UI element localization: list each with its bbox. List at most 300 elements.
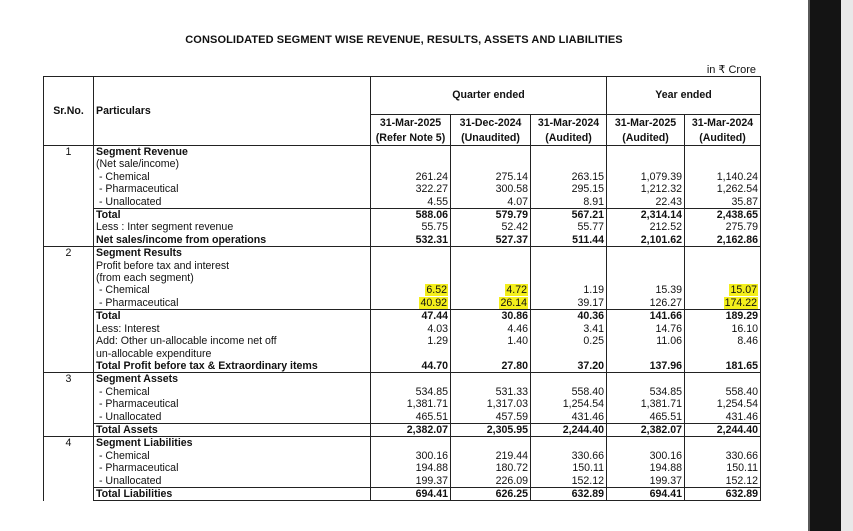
header-particulars: Particulars — [94, 77, 371, 146]
col-note-3: (Audited) — [531, 131, 607, 146]
table-row — [44, 411, 761, 424]
value-text: 2,382.07 — [640, 423, 682, 436]
value-text: 27.80 — [501, 359, 528, 372]
value-cell — [371, 260, 451, 272]
value-cell — [685, 209, 761, 222]
sr-number: 2 — [44, 247, 94, 373]
row-label — [94, 260, 371, 272]
value-cell — [531, 411, 607, 424]
value-cell — [451, 335, 531, 360]
row-label-text: - Chemical — [96, 449, 150, 462]
table-row — [44, 462, 761, 474]
value-text: 534.85 — [649, 385, 682, 398]
row-label — [94, 247, 371, 260]
value-cell — [685, 386, 761, 398]
value-cell — [451, 272, 531, 284]
value-text: 181.65 — [725, 359, 758, 372]
value-text: 4.46 — [507, 322, 528, 335]
table-row — [44, 196, 761, 209]
value-text: 579.79 — [495, 209, 528, 222]
value-text: 1,381.71 — [640, 398, 682, 411]
value-cell — [607, 234, 685, 247]
value-cell — [451, 196, 531, 209]
value-cell — [685, 297, 761, 310]
row-label-text: Net sales/income from operations — [96, 233, 267, 246]
value-cell — [607, 423, 685, 436]
value-text: 558.40 — [571, 385, 604, 398]
value-cell — [451, 158, 531, 170]
row-label — [94, 323, 371, 335]
value-text: 1,381.71 — [406, 398, 448, 411]
value-text: 2,438.65 — [716, 209, 758, 222]
value-cell — [451, 360, 531, 373]
value-text: 40.92 — [420, 296, 447, 309]
value-cell — [451, 284, 531, 296]
value-text: 141.66 — [649, 310, 682, 323]
value-text: 532.31 — [415, 233, 448, 246]
row-label — [94, 158, 371, 170]
table-row — [44, 247, 761, 260]
value-cell — [371, 450, 451, 462]
value-text: 1.19 — [583, 284, 604, 297]
value-text: 4.03 — [427, 322, 448, 335]
value-text: 632.89 — [571, 487, 604, 500]
row-label — [94, 386, 371, 398]
sr-number: 4 — [44, 437, 94, 501]
value-text: 2,162.86 — [716, 233, 758, 246]
value-cell — [607, 209, 685, 222]
value-text: 0.25 — [583, 335, 604, 348]
value-cell — [607, 297, 685, 310]
table-row — [44, 209, 761, 222]
value-text: 137.96 — [649, 359, 682, 372]
value-cell — [451, 221, 531, 233]
col-date-3: 31-Mar-2024 — [531, 115, 607, 131]
value-text: 263.15 — [571, 170, 604, 183]
value-cell — [607, 171, 685, 183]
col-note-5: (Audited) — [685, 131, 761, 146]
value-cell — [531, 146, 607, 159]
header-row-top — [44, 77, 761, 115]
value-cell — [531, 475, 607, 488]
value-cell — [685, 158, 761, 170]
value-cell — [531, 462, 607, 474]
value-text: 150.11 — [572, 462, 604, 475]
table-row — [44, 310, 761, 323]
value-text: 457.59 — [495, 410, 528, 423]
value-text: 199.37 — [649, 474, 682, 487]
col-date-1: 31-Mar-2025 — [371, 115, 451, 131]
value-cell — [531, 260, 607, 272]
value-cell — [531, 196, 607, 209]
row-label-text: - Unallocated — [96, 410, 162, 423]
row-label — [94, 272, 371, 284]
value-cell — [607, 398, 685, 410]
value-text: 330.66 — [571, 449, 604, 462]
row-label — [94, 437, 371, 450]
value-cell — [371, 423, 451, 436]
value-cell — [451, 310, 531, 323]
value-text: 14.76 — [655, 322, 682, 335]
value-text: 261.24 — [415, 170, 448, 183]
value-cell — [371, 386, 451, 398]
row-label-text: Total — [96, 209, 121, 222]
row-label — [94, 335, 371, 360]
value-cell — [531, 386, 607, 398]
value-text: 431.46 — [571, 410, 604, 423]
row-label — [94, 398, 371, 410]
value-cell — [451, 146, 531, 159]
row-label — [94, 450, 371, 462]
value-cell — [531, 183, 607, 195]
value-cell — [451, 171, 531, 183]
value-cell — [371, 183, 451, 195]
value-cell — [607, 310, 685, 323]
col-note-4: (Audited) — [607, 131, 685, 146]
value-cell — [371, 247, 451, 260]
value-text: 2,244.40 — [716, 423, 758, 436]
value-cell — [371, 297, 451, 310]
table-row — [44, 284, 761, 296]
value-cell — [531, 437, 607, 450]
row-label — [94, 360, 371, 373]
value-cell — [685, 437, 761, 450]
value-text: 8.46 — [737, 335, 758, 348]
col-date-2: 31-Dec-2024 — [451, 115, 531, 131]
value-cell — [685, 247, 761, 260]
value-cell — [531, 450, 607, 462]
value-text: 37.20 — [577, 359, 604, 372]
value-cell — [531, 171, 607, 183]
value-text: 1.29 — [427, 335, 448, 348]
value-cell — [685, 450, 761, 462]
row-label-text: - Unallocated — [96, 195, 162, 208]
col-date-5: 31-Mar-2024 — [685, 115, 761, 131]
value-cell — [371, 310, 451, 323]
table-row — [44, 386, 761, 398]
row-label-text: Segment Results — [96, 247, 182, 260]
row-label-text: Segment Assets — [96, 373, 179, 386]
value-cell — [451, 411, 531, 424]
value-cell — [451, 260, 531, 272]
col-date-4: 31-Mar-2025 — [607, 115, 685, 131]
table-row — [44, 475, 761, 488]
value-cell — [607, 196, 685, 209]
row-label-text: - Chemical — [96, 170, 150, 183]
value-cell — [607, 386, 685, 398]
value-cell — [685, 360, 761, 373]
row-label — [94, 297, 371, 310]
value-cell — [607, 487, 685, 500]
table-row — [44, 323, 761, 335]
value-cell — [685, 475, 761, 488]
value-cell — [607, 158, 685, 170]
value-cell — [607, 247, 685, 260]
value-cell — [451, 323, 531, 335]
value-cell — [531, 487, 607, 500]
value-cell — [685, 335, 761, 360]
value-text: 194.88 — [649, 462, 682, 475]
value-text: 199.37 — [415, 474, 448, 487]
value-text: 431.46 — [725, 410, 758, 423]
table-row — [44, 423, 761, 436]
value-cell — [451, 462, 531, 474]
value-cell — [371, 437, 451, 450]
value-text: 300.16 — [415, 449, 448, 462]
value-cell — [371, 171, 451, 183]
header-quarter-ended: Quarter ended — [371, 77, 607, 115]
row-label — [94, 234, 371, 247]
value-cell — [685, 196, 761, 209]
value-cell — [451, 487, 531, 500]
value-cell — [451, 450, 531, 462]
value-cell — [607, 323, 685, 335]
row-label-text: - Pharmaceutical — [96, 398, 179, 411]
value-cell — [371, 209, 451, 222]
row-label-text: (from each segment) — [96, 272, 194, 285]
value-cell — [531, 272, 607, 284]
value-text: 300.16 — [649, 449, 682, 462]
table-row — [44, 437, 761, 450]
value-cell — [685, 171, 761, 183]
value-text: 15.39 — [655, 284, 682, 297]
value-cell — [451, 475, 531, 488]
value-cell — [531, 373, 607, 386]
value-cell — [531, 221, 607, 233]
value-cell — [371, 234, 451, 247]
value-text: 194.88 — [415, 462, 448, 475]
row-label-text: - Chemical — [96, 385, 150, 398]
value-cell — [607, 462, 685, 474]
value-cell — [371, 284, 451, 296]
table-row — [44, 297, 761, 310]
value-text: 1,317.03 — [486, 398, 528, 411]
scrollbar-track[interactable] — [841, 0, 853, 531]
value-cell — [371, 158, 451, 170]
page-title: CONSOLIDATED SEGMENT WISE REVENUE, RESULTS, ASSETS AND LIABILITIES — [185, 34, 623, 46]
value-cell — [607, 272, 685, 284]
row-label-text: - Chemical — [96, 284, 150, 297]
table-row — [44, 272, 761, 284]
value-cell — [607, 475, 685, 488]
value-cell — [607, 450, 685, 462]
value-cell — [607, 146, 685, 159]
value-cell — [451, 373, 531, 386]
row-label-text: Less : Inter segment revenue — [96, 221, 234, 234]
sr-number: 1 — [44, 146, 94, 247]
value-text: 26.14 — [500, 296, 527, 309]
value-text: 16.10 — [731, 322, 758, 335]
value-cell — [371, 360, 451, 373]
value-cell — [371, 475, 451, 488]
row-label-text: Total — [96, 310, 121, 323]
value-cell — [371, 373, 451, 386]
table-row — [44, 260, 761, 272]
value-cell — [371, 398, 451, 410]
value-cell — [371, 323, 451, 335]
table-row — [44, 398, 761, 410]
value-text: 15.07 — [730, 284, 757, 297]
value-cell — [607, 373, 685, 386]
value-text: 465.51 — [649, 410, 682, 423]
row-label-text: - Pharmaceutical — [96, 183, 179, 196]
value-text: 275.79 — [725, 221, 758, 234]
row-label — [94, 284, 371, 296]
value-cell — [685, 423, 761, 436]
value-text: 2,305.95 — [486, 423, 528, 436]
table-row — [44, 335, 761, 360]
value-cell — [451, 234, 531, 247]
row-label-text: Total Assets — [96, 423, 158, 436]
sr-number: 3 — [44, 373, 94, 437]
value-text: 55.77 — [577, 221, 604, 234]
value-text: 22.43 — [655, 195, 682, 208]
row-label-text: - Pharmaceutical — [96, 462, 179, 475]
value-cell — [531, 247, 607, 260]
value-cell — [685, 411, 761, 424]
row-label-text: - Unallocated — [96, 474, 162, 487]
value-text: 4.07 — [507, 195, 528, 208]
value-cell — [685, 462, 761, 474]
table-row — [44, 183, 761, 195]
value-cell — [451, 209, 531, 222]
row-label-text: Segment Revenue — [96, 146, 188, 158]
value-text: 275.14 — [495, 170, 528, 183]
value-text: 588.06 — [415, 209, 448, 222]
value-cell — [607, 335, 685, 360]
value-text: 694.41 — [649, 487, 682, 500]
value-text: 531.33 — [495, 385, 528, 398]
value-cell — [531, 360, 607, 373]
value-cell — [607, 221, 685, 233]
row-label-text-continued: un-allocable expenditure — [96, 347, 212, 360]
table-row — [44, 158, 761, 170]
value-text: 152.12 — [725, 474, 758, 487]
value-cell — [451, 297, 531, 310]
row-label — [94, 475, 371, 488]
table-body — [44, 146, 761, 501]
value-cell — [685, 260, 761, 272]
value-cell — [685, 234, 761, 247]
value-cell — [371, 221, 451, 233]
value-text: 1,254.54 — [562, 398, 604, 411]
table-row — [44, 450, 761, 462]
row-label — [94, 221, 371, 233]
row-label — [94, 373, 371, 386]
value-cell — [451, 183, 531, 195]
table-row — [44, 234, 761, 247]
value-cell — [371, 487, 451, 500]
value-cell — [607, 183, 685, 195]
row-label — [94, 146, 371, 159]
value-text: 300.58 — [495, 183, 528, 196]
value-cell — [685, 146, 761, 159]
value-cell — [685, 284, 761, 296]
value-text: 47.44 — [421, 310, 448, 323]
value-text: 527.37 — [495, 233, 528, 246]
value-cell — [451, 386, 531, 398]
value-text: 44.70 — [421, 359, 448, 372]
value-text: 35.87 — [731, 195, 758, 208]
row-label — [94, 487, 371, 500]
row-label — [94, 209, 371, 222]
viewer-background — [810, 0, 841, 531]
value-text: 694.41 — [415, 487, 448, 500]
value-text: 55.75 — [421, 221, 448, 234]
value-cell — [531, 158, 607, 170]
row-label-text: - Pharmaceutical — [96, 296, 179, 309]
value-text: 150.11 — [726, 462, 758, 475]
value-cell — [685, 272, 761, 284]
value-text: 534.85 — [415, 385, 448, 398]
table-row — [44, 221, 761, 233]
value-text: 1,212.32 — [640, 183, 682, 196]
value-text: 626.25 — [495, 487, 528, 500]
row-label-text: Less: Interest — [96, 322, 160, 335]
value-cell — [531, 297, 607, 310]
value-text: 1,079.39 — [640, 170, 682, 183]
row-label-text: Segment Liabilities — [96, 437, 193, 450]
value-text: 330.66 — [725, 449, 758, 462]
value-text: 322.27 — [415, 183, 448, 196]
row-label — [94, 196, 371, 209]
value-cell — [607, 360, 685, 373]
value-cell — [685, 310, 761, 323]
value-cell — [685, 373, 761, 386]
table-row — [44, 373, 761, 386]
value-text: 3.41 — [583, 322, 604, 335]
value-cell — [607, 260, 685, 272]
value-text: 40.36 — [577, 310, 604, 323]
value-text: 174.22 — [724, 296, 757, 309]
value-text: 11.06 — [656, 335, 682, 348]
value-text: 558.40 — [725, 385, 758, 398]
value-cell — [531, 398, 607, 410]
value-text: 219.44 — [495, 449, 528, 462]
value-text: 2,382.07 — [406, 423, 448, 436]
col-note-2: (Unaudited) — [451, 131, 531, 146]
table-row — [44, 487, 761, 500]
value-text: 567.21 — [571, 209, 604, 222]
value-text: 52.42 — [501, 221, 528, 234]
value-cell — [607, 411, 685, 424]
value-text: 2,314.14 — [640, 209, 682, 222]
value-text: 632.89 — [725, 487, 758, 500]
row-label — [94, 411, 371, 424]
table-row — [44, 360, 761, 373]
value-text: 1,262.54 — [716, 183, 758, 196]
value-text: 4.72 — [506, 284, 527, 297]
value-cell — [371, 146, 451, 159]
value-cell — [531, 310, 607, 323]
value-cell — [685, 323, 761, 335]
segment-table — [43, 76, 761, 501]
value-text: 1.40 — [507, 335, 528, 348]
value-text: 30.86 — [501, 310, 528, 323]
value-cell — [371, 196, 451, 209]
value-cell — [451, 247, 531, 260]
value-cell — [685, 221, 761, 233]
value-cell — [685, 183, 761, 195]
row-label — [94, 310, 371, 323]
row-label-text: (Net sale/income) — [96, 158, 180, 171]
value-text: 39.17 — [577, 296, 604, 309]
value-cell — [685, 398, 761, 410]
row-label — [94, 183, 371, 195]
value-cell — [371, 272, 451, 284]
value-text: 180.72 — [495, 462, 528, 475]
value-text: 189.29 — [725, 310, 758, 323]
